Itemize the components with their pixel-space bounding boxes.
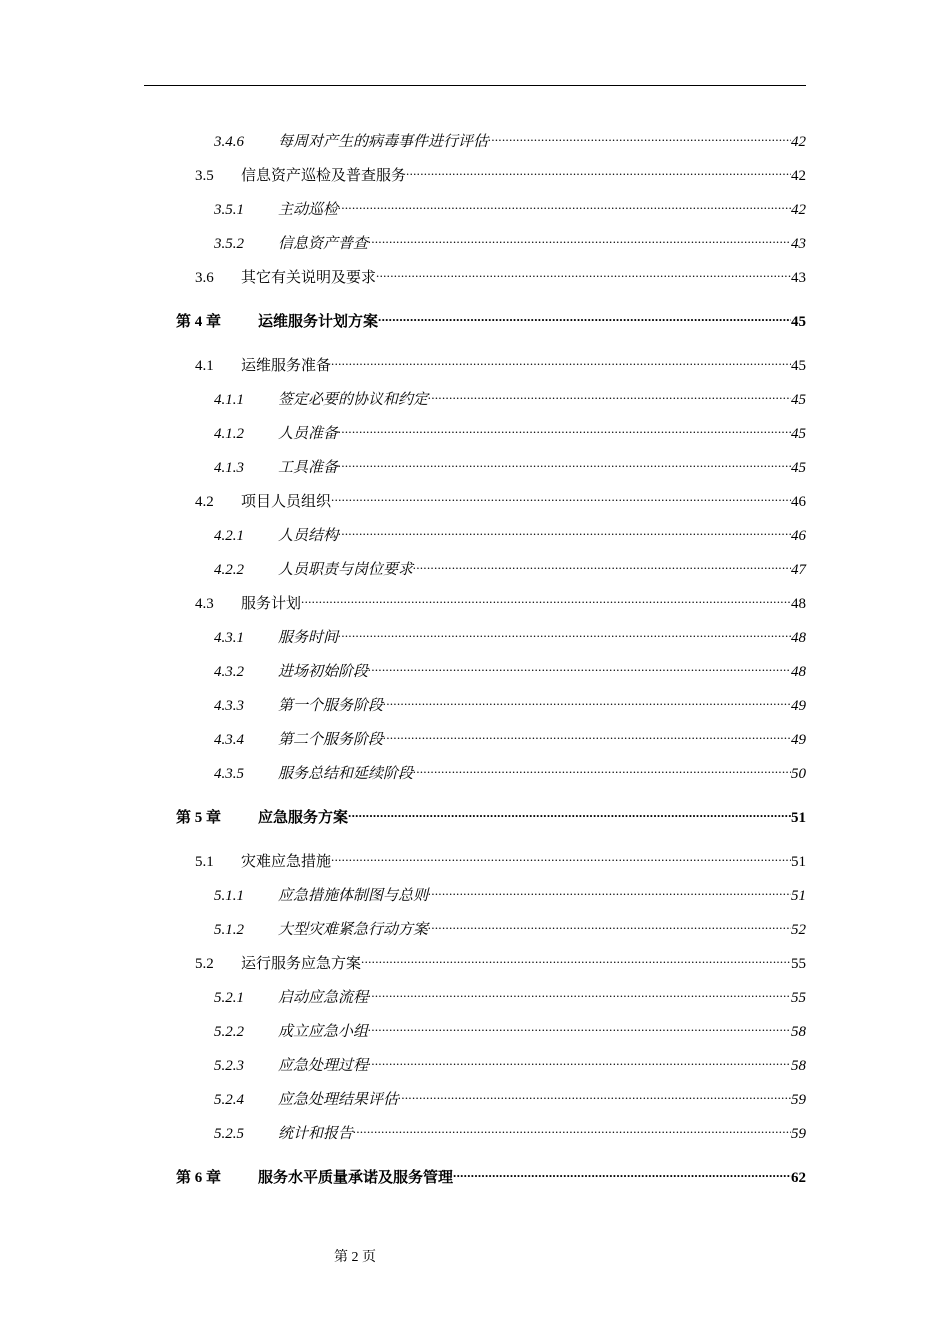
toc-subsection[interactable] (214, 656, 806, 682)
toc-subsection[interactable] (214, 554, 806, 580)
toc-number: 4.3.4 (214, 732, 244, 748)
toc-subsection[interactable] (214, 1050, 806, 1076)
toc-number: 5.2.3 (214, 1058, 244, 1074)
toc-page-number: 47 (791, 562, 806, 578)
toc-title: 成立应急小组 (278, 1024, 369, 1040)
toc-page-number: 58 (791, 1024, 806, 1040)
dot-leader (413, 758, 791, 778)
dot-leader (348, 802, 791, 822)
dot-leader (398, 1084, 791, 1104)
toc-title: 服务计划 (241, 596, 302, 612)
toc-page-number: 51 (791, 810, 806, 826)
toc-number: 5.2 (195, 956, 214, 972)
toc-chapter[interactable] (176, 1162, 806, 1188)
toc-number: 第 5 章 (176, 810, 222, 826)
toc-page-number: 48 (791, 596, 806, 612)
toc-title: 工具准备 (278, 460, 339, 476)
toc-number: 4.2.2 (214, 562, 244, 578)
dot-leader (361, 948, 791, 968)
toc-subsection[interactable] (214, 880, 806, 906)
toc-subsection[interactable] (214, 520, 806, 546)
toc-title: 第二个服务阶段 (278, 732, 384, 748)
toc-page-number: 62 (791, 1170, 806, 1186)
dot-leader (378, 306, 791, 326)
toc-number: 4.2 (195, 494, 214, 510)
toc-title: 应急服务方案 (258, 810, 349, 826)
dot-leader (428, 384, 791, 404)
toc-number: 3.4.6 (214, 134, 244, 150)
dot-leader (383, 690, 791, 710)
toc-title: 大型灾难紧急行动方案 (278, 922, 429, 938)
toc-page-number: 42 (791, 202, 806, 218)
toc-page-number: 43 (791, 270, 806, 286)
toc-title: 信息资产巡检及普查服务 (241, 168, 407, 184)
toc-page-number: 45 (791, 358, 806, 374)
toc-title: 服务时间 (278, 630, 339, 646)
toc-subsection[interactable] (214, 384, 806, 410)
dot-leader (368, 656, 791, 676)
toc-title: 运行服务应急方案 (241, 956, 362, 972)
toc-section[interactable] (195, 948, 806, 974)
toc-title: 应急措施体制图与总则 (278, 888, 429, 904)
dot-leader (406, 160, 791, 180)
toc-subsection[interactable] (214, 622, 806, 648)
dot-leader (353, 1118, 791, 1138)
toc-title: 应急处理过程 (278, 1058, 369, 1074)
toc-number: 5.2.4 (214, 1092, 244, 1108)
toc-page-number: 42 (791, 168, 806, 184)
toc-number: 5.1.1 (214, 888, 244, 904)
dot-leader (413, 554, 791, 574)
toc-page-number: 58 (791, 1058, 806, 1074)
toc-subsection[interactable] (214, 194, 806, 220)
toc-subsection[interactable] (214, 914, 806, 940)
toc-section[interactable] (195, 160, 806, 186)
toc-title: 主动巡检 (278, 202, 339, 218)
page-footer: 第 2 页 (334, 1250, 376, 1265)
dot-leader (338, 418, 791, 438)
toc-number: 3.6 (195, 270, 214, 286)
toc-title: 人员准备 (278, 426, 339, 442)
dot-leader (338, 520, 791, 540)
toc-section[interactable] (195, 350, 806, 376)
toc-page-number: 46 (791, 494, 806, 510)
toc-page-number: 45 (791, 392, 806, 408)
toc-number: 5.2.2 (214, 1024, 244, 1040)
toc-number: 第 6 章 (176, 1170, 222, 1186)
toc-number: 5.1.2 (214, 922, 244, 938)
toc-number: 5.1 (195, 854, 214, 870)
toc-page-number: 49 (791, 698, 806, 714)
dot-leader (376, 262, 791, 282)
dot-leader (383, 724, 791, 744)
toc-page-number: 48 (791, 630, 806, 646)
toc-section[interactable] (195, 262, 806, 288)
toc-page-number: 49 (791, 732, 806, 748)
toc-subsection[interactable] (214, 418, 806, 444)
dot-leader (331, 846, 791, 866)
toc-page-number: 45 (791, 426, 806, 442)
toc-title: 每周对产生的病毒事件进行评估 (278, 134, 489, 150)
toc-page-number: 51 (791, 854, 806, 870)
toc-subsection[interactable] (214, 1118, 806, 1144)
toc-subsection[interactable] (214, 1016, 806, 1042)
toc-number: 4.1.3 (214, 460, 244, 476)
toc-page-number: 59 (791, 1126, 806, 1142)
toc-number: 5.2.1 (214, 990, 244, 1006)
toc-title: 运维服务计划方案 (258, 314, 379, 330)
toc-section[interactable] (195, 486, 806, 512)
toc-page-number: 45 (791, 314, 806, 330)
toc-number: 第 4 章 (176, 314, 222, 330)
toc-title: 应急处理结果评估 (278, 1092, 399, 1108)
dot-leader (338, 622, 791, 642)
toc-title: 运维服务准备 (241, 358, 332, 374)
dot-leader (301, 588, 791, 608)
toc-number: 5.2.5 (214, 1126, 244, 1142)
toc-page-number: 43 (791, 236, 806, 252)
dot-leader (331, 486, 791, 506)
dot-leader (368, 1050, 791, 1070)
toc-page-number: 50 (791, 766, 806, 782)
toc-subsection[interactable] (214, 1084, 806, 1110)
toc-subsection[interactable] (214, 452, 806, 478)
toc-title: 人员结构 (278, 528, 339, 544)
toc-number: 3.5.2 (214, 236, 244, 252)
toc-chapter[interactable] (176, 802, 806, 828)
toc-title: 其它有关说明及要求 (241, 270, 377, 286)
dot-leader (453, 1162, 791, 1182)
toc-number: 4.3.2 (214, 664, 244, 680)
dot-leader (338, 452, 791, 472)
dot-leader (428, 880, 791, 900)
dot-leader (368, 1016, 791, 1036)
toc-title: 统计和报告 (278, 1126, 354, 1142)
toc-title: 灾难应急措施 (241, 854, 332, 870)
toc-page-number: 59 (791, 1092, 806, 1108)
toc-page-number: 46 (791, 528, 806, 544)
toc-title: 进场初始阶段 (278, 664, 369, 680)
dot-leader (338, 194, 791, 214)
toc-subsection[interactable] (214, 982, 806, 1008)
toc-page-number: 52 (791, 922, 806, 938)
toc-page-number: 55 (791, 956, 806, 972)
toc-page-number: 55 (791, 990, 806, 1006)
dot-leader (368, 228, 791, 248)
toc-subsection[interactable] (214, 690, 806, 716)
toc-subsection[interactable] (214, 724, 806, 750)
toc-title: 启动应急流程 (278, 990, 369, 1006)
toc-number: 4.3.1 (214, 630, 244, 646)
toc-page-number: 48 (791, 664, 806, 680)
toc-title: 服务水平质量承诺及服务管理 (258, 1170, 454, 1186)
dot-leader (331, 350, 791, 370)
dot-leader (368, 982, 791, 1002)
toc-section[interactable] (195, 588, 806, 614)
toc-subsection[interactable] (214, 228, 806, 254)
toc-number: 4.3.5 (214, 766, 244, 782)
dot-leader (428, 914, 791, 934)
toc-number: 4.1.1 (214, 392, 244, 408)
toc-subsection[interactable] (214, 126, 806, 152)
toc-title: 人员职责与岗位要求 (278, 562, 414, 578)
toc-title: 信息资产普查 (278, 236, 369, 252)
toc-title: 服务总结和延续阶段 (278, 766, 414, 782)
dot-leader (488, 126, 791, 146)
toc-number: 3.5 (195, 168, 214, 184)
toc-number: 3.5.1 (214, 202, 244, 218)
toc-chapter[interactable] (176, 306, 806, 332)
toc-subsection[interactable] (214, 758, 806, 784)
toc-title: 签定必要的协议和约定 (278, 392, 429, 408)
toc-page-number: 45 (791, 460, 806, 476)
toc-number: 4.3 (195, 596, 214, 612)
toc-section[interactable] (195, 846, 806, 872)
toc-number: 4.2.1 (214, 528, 244, 544)
toc-page-number: 42 (791, 134, 806, 150)
toc-title: 第一个服务阶段 (278, 698, 384, 714)
toc-page-number: 51 (791, 888, 806, 904)
toc-number: 4.3.3 (214, 698, 244, 714)
toc-number: 4.1 (195, 358, 214, 374)
toc-number: 4.1.2 (214, 426, 244, 442)
toc-title: 项目人员组织 (241, 494, 332, 510)
